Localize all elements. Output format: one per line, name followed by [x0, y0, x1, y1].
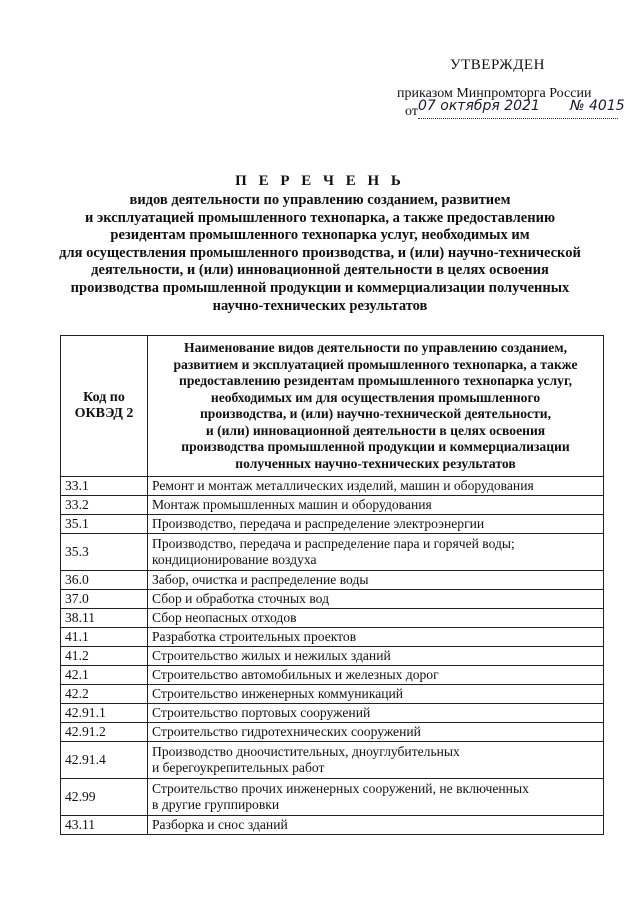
column-header-name-line: полученных научно-технических результатов	[235, 455, 516, 471]
table-row	[61, 571, 604, 590]
okved-code-cell: 42.1	[61, 666, 148, 685]
activity-name-line: Строительство гидротехнических сооружений	[152, 723, 421, 739]
activity-name-cell	[148, 609, 604, 628]
table-row	[61, 647, 604, 666]
activity-name-line: Ремонт и монтаж металлических изделий, машин и оборудования	[152, 477, 534, 493]
okved-code-cell: 42.2	[61, 685, 148, 704]
activity-name-cell	[148, 742, 604, 779]
document-subtitle	[20, 192, 620, 315]
okved-code-cell: 41.1	[61, 628, 148, 647]
activities-table-body	[61, 477, 604, 835]
table-row	[61, 685, 604, 704]
subtitle-line: видов деятельности по управлению созданием, развитием	[129, 192, 511, 208]
table-row	[61, 590, 604, 609]
activity-name-line: кондиционирование воздуха	[152, 552, 317, 567]
activity-name-line: и берегоукрепительных работ	[152, 760, 325, 775]
activity-name-line: Строительство инженерных коммуникаций	[152, 685, 404, 701]
activity-name-cell	[148, 571, 604, 590]
activity-name-cell	[148, 534, 604, 571]
activity-name-cell	[148, 779, 604, 816]
column-header-name-line: развитием и эксплуатацией промышленного технопарка, а также	[173, 356, 578, 372]
activity-name-line: Разборка и снос зданий	[152, 816, 288, 832]
okved-code-cell: 38.11	[61, 609, 148, 628]
order-date-prefix: от	[405, 104, 418, 119]
table-row	[61, 534, 604, 571]
column-header-name-line: предоставлению резидентам промышленного технопарка услуг,	[179, 373, 572, 388]
table-row	[61, 816, 604, 835]
activity-name-cell	[148, 477, 604, 496]
activity-name-cell	[148, 628, 604, 647]
activity-name-line: Производство, передача и распределение пара и горячей воды;	[152, 535, 515, 551]
order-date-number	[405, 98, 635, 124]
table-row	[61, 628, 604, 647]
column-header-name-line: производства, и (или) научно-технической деятельности,	[199, 406, 552, 421]
activity-name-cell	[148, 723, 604, 742]
activity-name-cell	[148, 515, 604, 534]
handwritten-order-number: № 4015	[570, 98, 625, 114]
okved-code-cell: 37.0	[61, 590, 148, 609]
activity-name-line: Строительство портовых сооружений	[152, 704, 371, 720]
table-row	[61, 477, 604, 496]
table-row	[61, 496, 604, 515]
activity-name-cell	[148, 647, 604, 666]
activity-name-line: Забор, очистка и распределение воды	[152, 571, 369, 587]
subtitle-line: для осуществления промышленного производства, и (или) научно-технической	[59, 244, 581, 261]
column-header-name	[148, 336, 604, 477]
activity-name-cell	[148, 685, 604, 704]
okved-code-cell: 36.0	[61, 571, 148, 590]
okved-code-cell: 42.91.2	[61, 723, 148, 742]
okved-code-cell: 43.11	[61, 816, 148, 835]
activity-name-cell	[148, 816, 604, 835]
document-title: П Е Р Е Ч Е Н Ь	[235, 173, 405, 189]
table-row	[61, 742, 604, 779]
column-header-name-line: необходимых им для осуществления промышленного	[210, 389, 541, 405]
subtitle-line: деятельности, и (или) инновационной деятельности в целях освоения	[91, 262, 549, 279]
activity-name-line: Сбор неопасных отходов	[152, 609, 297, 625]
activity-name-line: Строительство автомобильных и железных дорог	[152, 666, 439, 682]
table-row	[61, 704, 604, 723]
activity-name-line: Разработка строительных проектов	[152, 628, 357, 644]
column-header-code-line: ОКВЭД 2	[74, 406, 134, 421]
order-fill-line	[418, 118, 618, 120]
order-reference-line: приказом Минпромторга России	[397, 86, 592, 101]
activity-name-line: Производство дноочистительных, дноуглубительных	[152, 743, 460, 759]
activity-name-line: Сбор и обработка сточных вод	[152, 590, 329, 606]
activity-name-line: в другие группировки	[152, 797, 280, 812]
table-row	[61, 515, 604, 534]
column-header-code-line: Код по	[83, 389, 125, 405]
table-row	[61, 779, 604, 816]
okved-code-cell: 33.2	[61, 496, 148, 515]
activity-name-cell	[148, 496, 604, 515]
activities-table	[60, 335, 604, 835]
activity-name-line: Строительство жилых и нежилых зданий	[152, 647, 391, 663]
subtitle-line: и эксплуатацией промышленного технопарка, а также предоставлению	[84, 209, 556, 226]
activity-name-line: Производство, передача и распределение электроэнергии	[152, 515, 485, 531]
approved-stamp-text: УТВЕРЖДЕН	[450, 57, 545, 73]
table-row	[61, 609, 604, 628]
activity-name-cell	[148, 704, 604, 723]
okved-code-cell: 42.99	[61, 779, 148, 816]
activity-name-line: Строительство прочих инженерных сооружений, не включенных	[152, 780, 529, 796]
activity-name-line: Монтаж промышленных машин и оборудования	[152, 496, 432, 512]
okved-code-cell: 41.2	[61, 647, 148, 666]
subtitle-line: резидентам промышленного технопарка услуг, необходимых им	[110, 227, 530, 244]
table-row	[61, 723, 604, 742]
okved-code-cell: 42.91.4	[61, 742, 148, 779]
activity-name-cell	[148, 666, 604, 685]
okved-code-cell: 33.1	[61, 477, 148, 496]
handwritten-order-date: 07 октября 2021	[418, 98, 540, 114]
table-row	[61, 666, 604, 685]
okved-code-cell: 42.91.1	[61, 704, 148, 723]
column-header-name-line: Наименование видов деятельности по управлению созданием,	[184, 340, 567, 355]
okved-code-cell: 35.3	[61, 534, 148, 571]
column-header-name-line: производства промышленной продукции и коммерциализации	[181, 439, 570, 454]
okved-code-cell: 35.1	[61, 515, 148, 534]
column-header-name-line: и (или) инновационной деятельности в целях освоения	[205, 422, 546, 438]
activity-name-cell	[148, 590, 604, 609]
subtitle-line: производства промышленной продукции и коммерциализации полученных	[70, 279, 570, 296]
subtitle-line: научно-технических результатов	[212, 297, 428, 314]
column-header-code	[61, 336, 148, 477]
